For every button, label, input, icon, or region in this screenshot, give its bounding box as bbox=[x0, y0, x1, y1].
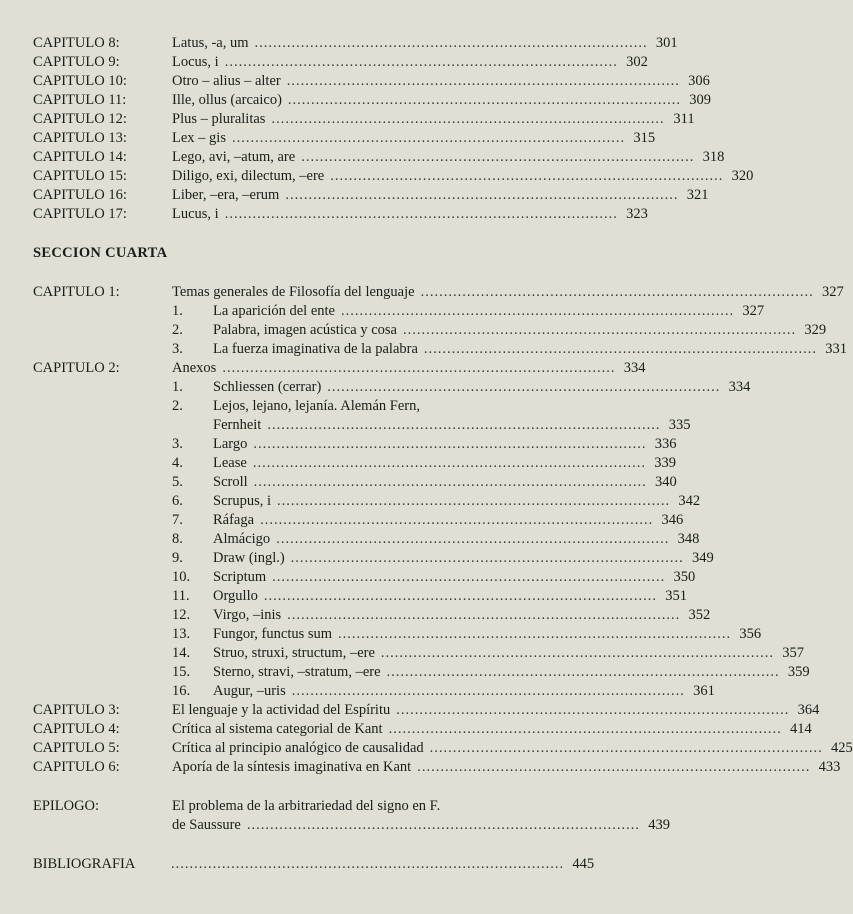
toc-subentry bbox=[0, 606, 711, 625]
toc-subentry bbox=[0, 302, 765, 321]
page-number: 348 bbox=[677, 531, 700, 547]
epilogo-line bbox=[172, 816, 670, 835]
toc-subentry bbox=[0, 340, 848, 359]
toc-entry bbox=[0, 110, 695, 129]
chapter-title: Lucus, i bbox=[172, 206, 219, 222]
dot-leader: ..................................................................................... bbox=[267, 417, 661, 433]
chapter-title: Lex – gis bbox=[172, 130, 226, 146]
toc-entry bbox=[0, 167, 754, 186]
page-number: 318 bbox=[702, 149, 725, 165]
dot-leader: ..................................................................................... bbox=[403, 322, 797, 338]
toc-entry bbox=[0, 758, 841, 777]
epilogo-continuation bbox=[0, 816, 670, 835]
toc-subentry bbox=[0, 549, 714, 568]
subentry-title: Scroll bbox=[213, 474, 248, 490]
bibliografia-line bbox=[165, 855, 595, 874]
toc-entry bbox=[0, 72, 710, 91]
dot-leader: ..................................................................................... bbox=[386, 664, 780, 680]
subentry-title: La aparición del ente bbox=[213, 303, 335, 319]
toc-entry bbox=[0, 129, 656, 148]
dot-leader: ..................................................................................... bbox=[224, 54, 618, 70]
subentry-title: Struo, struxi, structum, –ere bbox=[213, 645, 375, 661]
page-number: 425 bbox=[831, 740, 853, 756]
page-number: 335 bbox=[668, 417, 691, 433]
toc-subentry bbox=[0, 492, 701, 511]
page-number: 302 bbox=[626, 54, 648, 70]
toc-entry bbox=[0, 186, 709, 205]
subentry-title: Fernheit bbox=[213, 417, 262, 433]
subentry-number: 7. bbox=[172, 512, 183, 528]
page-number: 329 bbox=[804, 322, 827, 338]
page-number: 301 bbox=[655, 35, 678, 51]
chapter-label: CAPITULO 9: bbox=[33, 54, 120, 70]
page-number: 311 bbox=[673, 111, 695, 127]
chapter-entry bbox=[172, 34, 678, 53]
subentry bbox=[213, 492, 701, 511]
chapter-label: CAPITULO 10: bbox=[33, 73, 127, 89]
subentry-number: 13. bbox=[172, 626, 191, 642]
epilogo-title: El problema de la arbitrariedad del signo en F. bbox=[172, 798, 441, 814]
dot-leader: ..................................................................................... bbox=[287, 607, 681, 623]
epilogo-title: de Saussure bbox=[172, 817, 241, 833]
chapter-label: CAPITULO 3: bbox=[33, 702, 120, 718]
page-number: 321 bbox=[686, 187, 709, 203]
page-number: 357 bbox=[782, 645, 805, 661]
toc-subentry bbox=[0, 397, 600, 416]
toc-subentry bbox=[0, 511, 684, 530]
dot-leader: ..................................................................................... bbox=[171, 856, 565, 872]
page-number: 327 bbox=[821, 284, 844, 300]
page-number: 356 bbox=[739, 626, 762, 642]
toc-entry bbox=[0, 205, 648, 224]
dot-leader: ..................................................................................... bbox=[330, 168, 724, 184]
subentry bbox=[213, 416, 691, 435]
chapter-entry bbox=[172, 739, 853, 758]
chapter-title: Anexos bbox=[172, 360, 217, 376]
toc-subentry bbox=[0, 473, 677, 492]
toc-subentry-continuation bbox=[0, 416, 691, 435]
toc-entry bbox=[0, 359, 646, 378]
page-number: 306 bbox=[688, 73, 710, 89]
dot-leader: ..................................................................................... bbox=[301, 149, 695, 165]
subentry-title: Scrupus, i bbox=[213, 493, 271, 509]
subentry-title: Draw (ingl.) bbox=[213, 550, 285, 566]
chapter-title: Liber, –era, –erum bbox=[172, 187, 280, 203]
page-number: 334 bbox=[623, 360, 646, 376]
subentry-number: 15. bbox=[172, 664, 191, 680]
dot-leader: ..................................................................................... bbox=[224, 206, 618, 222]
subentry-number: 6. bbox=[172, 493, 183, 509]
chapter-entry bbox=[172, 359, 646, 378]
chapter-title: Locus, i bbox=[172, 54, 219, 70]
dot-leader: ..................................................................................... bbox=[277, 493, 671, 509]
subentry bbox=[213, 340, 848, 359]
page-number: 342 bbox=[678, 493, 701, 509]
dot-leader: ..................................................................................... bbox=[388, 721, 782, 737]
page-number: 352 bbox=[688, 607, 711, 623]
subentry-title: Largo bbox=[213, 436, 248, 452]
page-number: 445 bbox=[572, 856, 595, 872]
subentry-number: 1. bbox=[172, 379, 183, 395]
subentry bbox=[213, 530, 700, 549]
chapter-entry bbox=[172, 110, 695, 129]
dot-leader: ..................................................................................... bbox=[287, 92, 682, 108]
chapter-label: CAPITULO 8: bbox=[33, 35, 120, 51]
page-number: 346 bbox=[661, 512, 684, 528]
chapter-label: CAPITULO 15: bbox=[33, 168, 127, 184]
chapter-entry bbox=[172, 148, 725, 167]
subentry bbox=[213, 663, 810, 682]
page-number: 414 bbox=[789, 721, 812, 737]
subentry-number: 3. bbox=[172, 436, 183, 452]
page-number: 320 bbox=[731, 168, 754, 184]
dot-leader: ..................................................................................... bbox=[254, 35, 648, 51]
dot-leader: ..................................................................................... bbox=[276, 531, 670, 547]
subentry-title: Virgo, –inis bbox=[213, 607, 282, 623]
toc-subentry bbox=[0, 454, 676, 473]
toc-subentry bbox=[0, 663, 810, 682]
subentry bbox=[213, 321, 827, 340]
toc-subentry bbox=[0, 625, 762, 644]
subentry-title: Lejos, lejano, lejanía. Alemán Fern, bbox=[213, 398, 420, 414]
toc-subentry bbox=[0, 587, 687, 606]
subentry-number: 1. bbox=[172, 303, 183, 319]
subentry-number: 16. bbox=[172, 683, 191, 699]
subentry-title: Almácigo bbox=[213, 531, 271, 547]
dot-leader: ..................................................................................... bbox=[271, 111, 665, 127]
page-number: 336 bbox=[654, 436, 677, 452]
subentry-number: 3. bbox=[172, 341, 183, 357]
dot-leader: ..................................................................................... bbox=[252, 455, 646, 471]
epilogo-entry bbox=[0, 797, 600, 816]
subentry-number: 8. bbox=[172, 531, 183, 547]
page-number: 331 bbox=[825, 341, 848, 357]
chapter-label: CAPITULO 6: bbox=[33, 759, 120, 775]
subentry-title: Scriptum bbox=[213, 569, 267, 585]
subentry bbox=[213, 625, 762, 644]
subentry-number: 10. bbox=[172, 569, 191, 585]
subentry bbox=[213, 454, 676, 473]
subentry-title: Ráfaga bbox=[213, 512, 255, 528]
dot-leader: ..................................................................................... bbox=[327, 379, 721, 395]
chapter-title: Plus – pluralitas bbox=[172, 111, 266, 127]
chapter-label: CAPITULO 14: bbox=[33, 149, 127, 165]
chapter-title: Diligo, exi, dilectum, –ere bbox=[172, 168, 325, 184]
subentry-number: 5. bbox=[172, 474, 183, 490]
dot-leader: ..................................................................................... bbox=[429, 740, 823, 756]
chapter-label: CAPITULO 5: bbox=[33, 740, 120, 756]
chapter-title: Temas generales de Filosofía del lenguaje bbox=[172, 284, 415, 300]
toc-subentry bbox=[0, 682, 715, 701]
dot-leader: ..................................................................................... bbox=[338, 626, 732, 642]
subentry bbox=[213, 549, 714, 568]
subentry bbox=[213, 435, 677, 454]
page-number: 351 bbox=[665, 588, 687, 604]
dot-leader: ..................................................................................... bbox=[263, 588, 657, 604]
bibliografia-entry bbox=[0, 855, 600, 874]
section-heading: SECCION CUARTA bbox=[33, 245, 168, 261]
page-number: 323 bbox=[626, 206, 648, 222]
dot-leader: ..................................................................................... bbox=[253, 474, 647, 490]
page-number: 364 bbox=[797, 702, 820, 718]
subentry bbox=[213, 473, 677, 492]
chapter-entry bbox=[172, 283, 844, 302]
subentry-number: 4. bbox=[172, 455, 183, 471]
toc-entry bbox=[0, 283, 844, 302]
page-number: 350 bbox=[673, 569, 696, 585]
epilogo-line bbox=[172, 797, 563, 816]
page-number: 361 bbox=[693, 683, 715, 699]
dot-leader: ..................................................................................... bbox=[222, 360, 616, 376]
page-number: 334 bbox=[728, 379, 751, 395]
subentry bbox=[213, 397, 563, 416]
subentry-title: Augur, –uris bbox=[213, 683, 286, 699]
subentry-number: 2. bbox=[172, 398, 183, 414]
chapter-entry bbox=[172, 186, 709, 205]
subentry bbox=[213, 587, 687, 606]
page-number: 433 bbox=[818, 759, 841, 775]
page-number: 327 bbox=[742, 303, 765, 319]
subentry-number: 2. bbox=[172, 322, 183, 338]
chapter-entry bbox=[172, 720, 812, 739]
toc-entry bbox=[0, 739, 853, 758]
toc-subentry bbox=[0, 530, 700, 549]
subentry-number: 14. bbox=[172, 645, 191, 661]
subentry bbox=[213, 302, 765, 321]
dot-leader: ..................................................................................... bbox=[272, 569, 666, 585]
epilogo-label: EPILOGO: bbox=[33, 798, 100, 814]
page-number: 309 bbox=[689, 92, 712, 108]
chapter-label: CAPITULO 16: bbox=[33, 187, 127, 203]
subentry-number: 12. bbox=[172, 607, 191, 623]
subentry-title: Lease bbox=[213, 455, 247, 471]
chapter-title: Ille, ollus (arcaico) bbox=[172, 92, 282, 108]
dot-leader: ..................................................................................... bbox=[260, 512, 654, 528]
page-number: 439 bbox=[648, 817, 670, 833]
dot-leader: ..................................................................................... bbox=[231, 130, 626, 146]
chapter-entry bbox=[172, 53, 648, 72]
subentry-title: Sterno, stravi, –stratum, –ere bbox=[213, 664, 381, 680]
chapter-entry bbox=[172, 758, 841, 777]
toc-entry bbox=[0, 34, 678, 53]
chapter-label: CAPITULO 12: bbox=[33, 111, 127, 127]
page-number: 359 bbox=[787, 664, 810, 680]
dot-leader: ..................................................................................... bbox=[420, 284, 814, 300]
subentry-number: 9. bbox=[172, 550, 183, 566]
chapter-entry bbox=[172, 91, 712, 110]
chapter-title: Crítica al principio analógico de causalidad bbox=[172, 740, 424, 756]
dot-leader: ..................................................................................... bbox=[340, 303, 735, 319]
page-number: 315 bbox=[633, 130, 656, 146]
subentry bbox=[213, 606, 711, 625]
subentry-title: Palabra, imagen acústica y cosa bbox=[213, 322, 397, 338]
toc-entry bbox=[0, 701, 820, 720]
dot-leader: ..................................................................................... bbox=[253, 436, 647, 452]
toc-entry bbox=[0, 148, 725, 167]
toc-subentry bbox=[0, 644, 805, 663]
chapter-entry bbox=[172, 701, 820, 720]
dot-leader: ..................................................................................... bbox=[423, 341, 818, 357]
chapter-entry bbox=[172, 167, 754, 186]
page-number: 339 bbox=[654, 455, 676, 471]
chapter-label: CAPITULO 17: bbox=[33, 206, 127, 222]
chapter-label: CAPITULO 11: bbox=[33, 92, 127, 108]
toc-subentry bbox=[0, 378, 751, 397]
chapter-title: Lego, avi, –atum, are bbox=[172, 149, 296, 165]
page-number: 340 bbox=[655, 474, 677, 490]
subentry bbox=[213, 378, 751, 397]
dot-leader: ..................................................................................... bbox=[291, 683, 685, 699]
subentry bbox=[213, 511, 684, 530]
toc-subentry bbox=[0, 435, 677, 454]
subentry-title: Orgullo bbox=[213, 588, 258, 604]
chapter-entry bbox=[172, 129, 656, 148]
toc-subentry bbox=[0, 321, 827, 340]
subentry-title: Schliessen (cerrar) bbox=[213, 379, 322, 395]
chapter-label: CAPITULO 2: bbox=[33, 360, 120, 376]
chapter-label: CAPITULO 4: bbox=[33, 721, 120, 737]
subentry bbox=[213, 682, 715, 701]
bibliografia-label: BIBLIOGRAFIA bbox=[33, 856, 136, 872]
chapter-title: Aporía de la síntesis imaginativa en Kant bbox=[172, 759, 412, 775]
page-number: 349 bbox=[692, 550, 714, 566]
dot-leader: ..................................................................................... bbox=[396, 702, 790, 718]
dot-leader: ..................................................................................... bbox=[286, 73, 680, 89]
subentry-title: La fuerza imaginativa de la palabra bbox=[213, 341, 418, 357]
chapter-entry bbox=[172, 205, 648, 224]
chapter-title: El lenguaje y la actividad del Espíritu bbox=[172, 702, 391, 718]
subentry bbox=[213, 568, 696, 587]
chapter-title: Crítica al sistema categorial de Kant bbox=[172, 721, 383, 737]
dot-leader: ..................................................................................... bbox=[290, 550, 684, 566]
dot-leader: ..................................................................................... bbox=[246, 817, 640, 833]
chapter-label: CAPITULO 1: bbox=[33, 284, 120, 300]
dot-leader: ..................................................................................... bbox=[285, 187, 679, 203]
chapter-title: Latus, -a, um bbox=[172, 35, 249, 51]
toc-subentry bbox=[0, 568, 696, 587]
dot-leader: ..................................................................................... bbox=[380, 645, 775, 661]
subentry-title: Fungor, functus sum bbox=[213, 626, 333, 642]
chapter-title: Otro – alius – alter bbox=[172, 73, 281, 89]
chapter-entry bbox=[172, 72, 710, 91]
toc-entry bbox=[0, 91, 712, 110]
subentry-number: 11. bbox=[172, 588, 190, 604]
dot-leader: ..................................................................................... bbox=[417, 759, 811, 775]
chapter-label: CAPITULO 13: bbox=[33, 130, 127, 146]
toc-entry bbox=[0, 720, 812, 739]
subentry bbox=[213, 644, 805, 663]
toc-entry bbox=[0, 53, 648, 72]
